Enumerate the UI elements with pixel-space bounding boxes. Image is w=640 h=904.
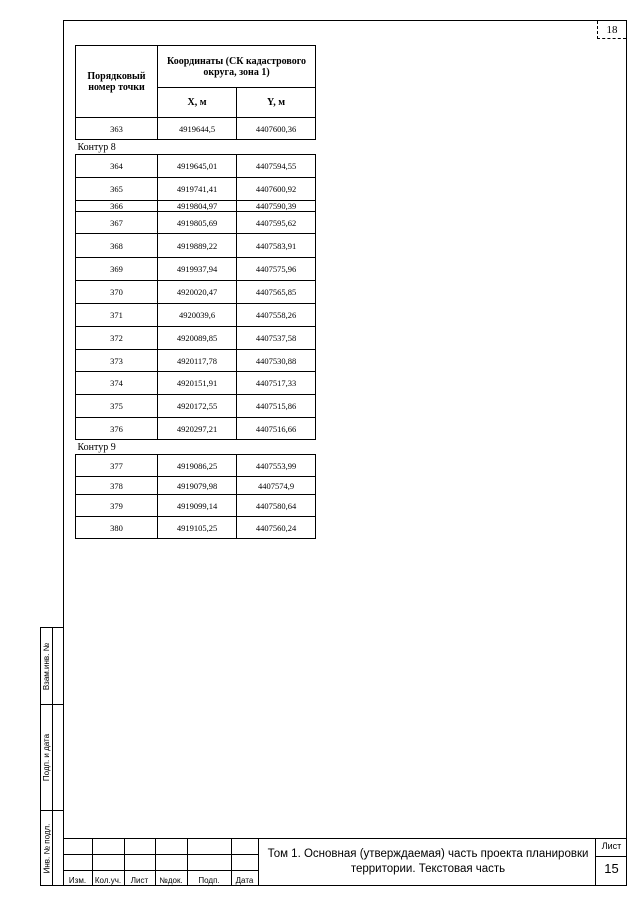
cell-x: 4919937,94 [158,258,237,281]
strip-podp-label: Подп. и дата [42,733,52,781]
cell-x: 4919889,22 [158,234,237,258]
cell-y: 4407583,91 [237,234,316,258]
label-data: Дата [235,876,254,885]
contour-label-row [76,140,316,155]
sheet-label: Лист [601,841,622,851]
cell-y: 4407517,33 [237,372,316,395]
table-row [76,517,316,539]
table-row [76,178,316,201]
table-row [76,477,316,495]
table-row [76,118,316,140]
cell-y: 4407600,92 [237,178,316,201]
cell-n: 365 [76,178,158,201]
document-title: Том 1. Основная (утверждаемая) часть проекта планировки территории. Текстовая часть [267,848,589,875]
cell-y: 4407594,55 [237,155,316,178]
table-row [76,350,316,372]
label-izm: Изм. [68,876,87,885]
header-point-number: Порядковый номер точки [76,46,158,118]
cell-x: 4920297,21 [158,418,237,440]
table-row [76,281,316,304]
table-row [76,234,316,258]
table-row [76,418,316,440]
cell-y: 4407537,58 [237,327,316,350]
cell-x: 4919644,5 [158,118,237,140]
contour-label: Контур 8 [77,141,116,153]
label-ndok: №док. [159,876,183,885]
cell-n: 369 [76,258,158,281]
label-list: Лист [130,876,149,885]
table-row [76,495,316,517]
cell-n: 380 [76,517,158,539]
cell-y: 4407565,85 [237,281,316,304]
cell-n: 364 [76,155,158,178]
cell-y: 4407600,36 [237,118,316,140]
cell-n: 368 [76,234,158,258]
cell-x: 4919741,41 [158,178,237,201]
cell-y: 4407558,26 [237,304,316,327]
cell-n: 379 [76,495,158,517]
cell-y: 4407580,64 [237,495,316,517]
cell-x: 4920151,91 [158,372,237,395]
table-row [76,212,316,234]
title-block [63,838,627,886]
cell-y: 4407530,88 [237,350,316,372]
cell-y: 4407574,9 [237,477,316,495]
strip-vzam-label: Взам.инв. № [42,642,52,690]
header-x: X, м [158,88,237,118]
table-row [76,327,316,350]
sheet-number: 15 [604,861,619,876]
table-row [76,372,316,395]
cell-y: 4407515,86 [237,395,316,418]
table-row [76,304,316,327]
table-row [76,258,316,281]
coordinates-table [75,45,316,539]
cell-x: 4920172,55 [158,395,237,418]
cell-x: 4920020,47 [158,281,237,304]
cell-n: 376 [76,418,158,440]
cell-n: 370 [76,281,158,304]
table-row [76,155,316,178]
cell-y: 4407595,62 [237,212,316,234]
cell-y: 4407575,96 [237,258,316,281]
cell-x: 4919079,98 [158,477,237,495]
table-row [76,455,316,477]
cell-n: 371 [76,304,158,327]
header-coordinates: Координаты (СК кадастрового округа, зона 1) [158,46,316,88]
cell-n: 372 [76,327,158,350]
cell-y: 4407516,66 [237,418,316,440]
sheet-box [595,839,627,886]
cell-y: 4407560,24 [237,517,316,539]
cell-n: 366 [76,201,158,212]
cell-x: 4920039,6 [158,304,237,327]
cell-x: 4919086,25 [158,455,237,477]
label-podp: Подп. [198,876,220,885]
cell-x: 4920089,85 [158,327,237,350]
cell-n: 378 [76,477,158,495]
cell-x: 4919099,14 [158,495,237,517]
cell-x: 4919105,25 [158,517,237,539]
cell-x: 4919645,01 [158,155,237,178]
label-kol-uch: Кол.уч. [94,876,122,885]
title-block-grid [63,839,258,886]
cell-n: 375 [76,395,158,418]
contour-label-row [76,440,316,455]
table-row [76,201,316,212]
cell-x: 4920117,78 [158,350,237,372]
page-number: 18 [597,21,626,39]
cell-x: 4919804,97 [158,201,237,212]
cell-n: 363 [76,118,158,140]
strip-inv-label: Инв. № подл. [42,823,52,874]
cell-y: 4407553,99 [237,455,316,477]
cell-n: 377 [76,455,158,477]
contour-label: Контур 9 [77,441,116,453]
binding-strip [40,627,63,886]
cell-n: 373 [76,350,158,372]
cell-y: 4407590,39 [237,201,316,212]
cell-n: 374 [76,372,158,395]
header-y: Y, м [237,88,316,118]
cell-n: 367 [76,212,158,234]
cell-x: 4919805,69 [158,212,237,234]
table-row [76,395,316,418]
